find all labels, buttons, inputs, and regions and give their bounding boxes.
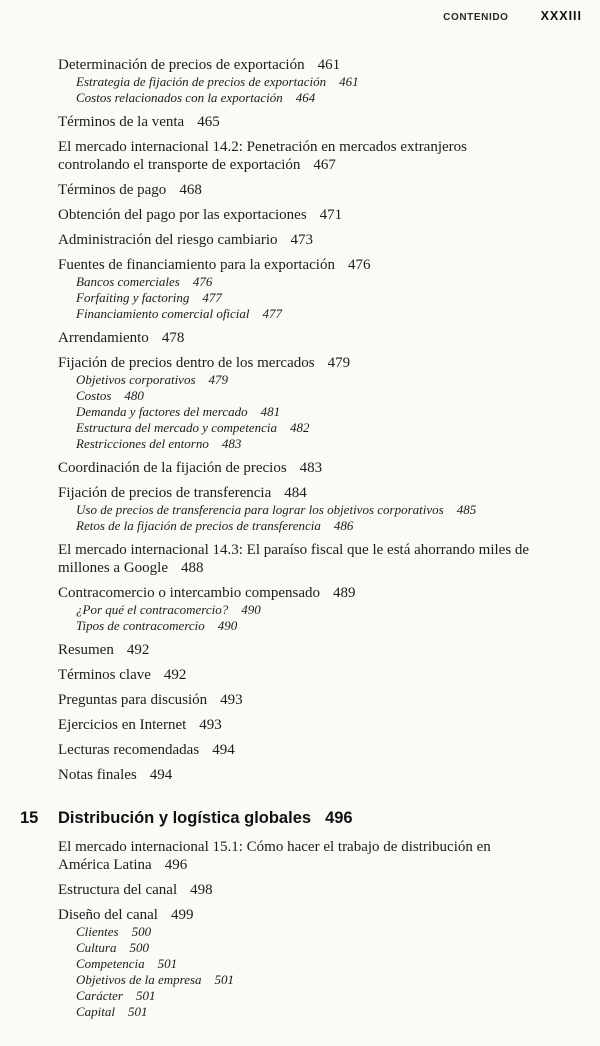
toc-subentry — [76, 420, 542, 436]
entry-title: Términos clave — [58, 667, 151, 683]
toc-subentry — [76, 972, 542, 988]
toc-entry — [58, 329, 542, 347]
table-of-contents — [0, 23, 600, 1020]
toc-entry — [58, 541, 542, 577]
toc-subentry — [76, 290, 542, 306]
entry-page-number: 479 — [208, 372, 229, 387]
toc-subentry — [76, 518, 542, 534]
entry-title: Términos de la venta — [58, 114, 185, 130]
entry-page-number: 488 — [180, 560, 204, 576]
entry-title: Objetivos corporativos — [76, 372, 196, 387]
entry-page-number: 476 — [192, 274, 213, 289]
entry-title: Forfaiting y factoring — [76, 290, 190, 305]
toc-entry — [58, 484, 542, 502]
entry-page-number: 485 — [456, 502, 477, 517]
toc-entry — [58, 138, 542, 174]
entry-title: Cultura — [76, 940, 117, 955]
entry-page-number: 494 — [212, 742, 235, 758]
entry-title: Determinación de precios de exportación — [58, 57, 305, 73]
toc-subentry — [76, 940, 542, 956]
toc-subentry — [76, 90, 542, 106]
entry-page-number: 490 — [217, 618, 238, 633]
entry-page-number: 478 — [161, 330, 185, 346]
toc-subentry — [76, 388, 542, 404]
toc-subentry — [76, 404, 542, 420]
entry-page-number: 490 — [241, 602, 261, 617]
chapter-number: 15 — [20, 809, 39, 827]
toc-subentry — [76, 956, 542, 972]
entry-title: Lecturas recomendadas — [58, 742, 200, 758]
entry-title: El mercado internacional 14.3: El paraíso fiscal que le está ahorrando miles de millones a Google — [58, 542, 530, 576]
entry-title: Contracomercio o intercambio compensado — [58, 585, 320, 601]
entry-title: Financiamiento comercial oficial — [76, 306, 250, 321]
entry-page-number: 501 — [214, 972, 235, 987]
entry-title: Arrendamiento — [58, 330, 149, 346]
entry-title: Objetivos de la empresa — [76, 972, 202, 987]
entry-title: El mercado internacional 14.2: Penetración en mercados extranjeros controlando el transporte de exportación — [58, 139, 467, 173]
entry-page-number: 464 — [295, 90, 316, 105]
entry-page-number: 492 — [126, 642, 150, 658]
entry-title: Uso de precios de transferencia para lograr los objetivos corporativos — [76, 502, 444, 517]
entry-title: Clientes — [76, 924, 119, 939]
toc-subentry — [76, 618, 542, 634]
entry-title: Administración del riesgo cambiario — [58, 232, 278, 248]
chapter-heading — [20, 808, 542, 829]
entry-page-number: 468 — [179, 182, 202, 198]
entry-title: Preguntas para discusión — [58, 692, 208, 708]
entry-page-number: 477 — [202, 290, 222, 305]
entry-title: Costos — [76, 388, 112, 403]
toc-subentry — [76, 274, 542, 290]
entry-title: Demanda y factores del mercado — [76, 404, 248, 419]
chapter-page-number: 496 — [325, 809, 353, 827]
entry-title: Carácter — [76, 988, 123, 1003]
toc-entry — [58, 231, 542, 249]
toc-entry — [58, 56, 542, 74]
entry-page-number: 480 — [124, 388, 144, 403]
toc-entry — [58, 113, 542, 131]
entry-page-number: 483 — [299, 460, 323, 476]
toc-entry — [58, 206, 542, 224]
entry-title: El mercado internacional 15.1: Cómo hacer el trabajo de distribución en América Latina — [58, 839, 491, 873]
entry-page-number: 479 — [327, 355, 351, 371]
entry-title: Bancos comerciales — [76, 274, 180, 289]
toc-entry — [58, 459, 542, 477]
toc-entry — [58, 584, 542, 602]
toc-subentry — [76, 372, 542, 388]
toc-subentry — [76, 306, 542, 322]
entry-page-number: 476 — [347, 257, 371, 273]
entry-title: ¿Por qué el contracomercio? — [76, 602, 229, 617]
entry-page-number: 461 — [317, 57, 341, 73]
entry-page-number: 477 — [262, 306, 283, 321]
entry-page-number: 496 — [164, 857, 188, 873]
toc-subentry — [76, 602, 542, 618]
toc-subentry — [76, 924, 542, 940]
entry-title: Resumen — [58, 642, 114, 658]
entry-title: Términos de pago — [58, 182, 167, 198]
entry-page-number: 486 — [333, 518, 354, 533]
entry-page-number: 473 — [290, 232, 314, 248]
toc-entry — [58, 766, 542, 784]
entry-page-number: 500 — [131, 924, 152, 939]
entry-title: Fuentes de financiamiento para la exportación — [58, 257, 335, 273]
entry-title: Coordinación de la fijación de precios — [58, 460, 287, 476]
entry-title: Costos relacionados con la exportación — [76, 90, 283, 105]
toc-section-chapter-15 — [58, 838, 542, 1020]
entry-page-number: 481 — [260, 404, 281, 419]
entry-page-number: 493 — [199, 717, 222, 733]
toc-entry — [58, 881, 542, 899]
entry-page-number: 501 — [157, 956, 178, 971]
entry-title: Notas finales — [58, 767, 137, 783]
entry-page-number: 471 — [319, 207, 343, 223]
page-header — [0, 0, 600, 23]
entry-page-number: 499 — [170, 907, 194, 923]
entry-title: Fijación de precios dentro de los mercados — [58, 355, 315, 371]
entry-page-number: 483 — [221, 436, 242, 451]
entry-title: Ejercicios en Internet — [58, 717, 187, 733]
toc-entry — [58, 181, 542, 199]
toc-entry — [58, 641, 542, 659]
toc-section-chapter-14 — [58, 56, 542, 784]
toc-subentry — [76, 74, 542, 90]
toc-subentry — [76, 1004, 542, 1020]
entry-page-number: 500 — [129, 940, 149, 955]
entry-title: Competencia — [76, 956, 145, 971]
entry-page-number: 493 — [220, 692, 243, 708]
toc-entry — [58, 691, 542, 709]
toc-subentry — [76, 436, 542, 452]
entry-title: Retos de la fijación de precios de transferencia — [76, 518, 321, 533]
toc-subentry — [76, 988, 542, 1004]
chapter-title: Distribución y logística globales — [58, 809, 312, 827]
entry-page-number: 482 — [289, 420, 310, 435]
toc-entry — [58, 716, 542, 734]
toc-entry — [58, 354, 542, 372]
toc-subentry — [76, 502, 542, 518]
toc-entry — [58, 741, 542, 759]
entry-title: Estructura del canal — [58, 882, 178, 898]
entry-page-number: 467 — [313, 157, 336, 173]
entry-page-number: 492 — [163, 667, 187, 683]
entry-title: Fijación de precios de transferencia — [58, 485, 272, 501]
entry-page-number: 494 — [149, 767, 173, 783]
entry-page-number: 501 — [128, 1004, 148, 1019]
entry-page-number: 465 — [197, 114, 220, 130]
entry-title: Diseño del canal — [58, 907, 158, 923]
page-number: XXXIII — [540, 9, 582, 23]
entry-page-number: 489 — [333, 585, 356, 601]
entry-title: Restricciones del entorno — [76, 436, 209, 451]
entry-title: Tipos de contracomercio — [76, 618, 205, 633]
entry-page-number: 484 — [284, 485, 307, 501]
running-head: CONTENIDO — [443, 12, 509, 23]
entry-page-number: 461 — [339, 74, 359, 89]
entry-title: Capital — [76, 1004, 116, 1019]
toc-entry — [58, 256, 542, 274]
toc-entry — [58, 666, 542, 684]
entry-title: Obtención del pago por las exportaciones — [58, 207, 307, 223]
entry-page-number: 501 — [135, 988, 156, 1003]
chapter-title-wrap — [58, 808, 353, 829]
entry-title: Estructura del mercado y competencia — [76, 420, 277, 435]
entry-page-number: 498 — [190, 882, 213, 898]
toc-entry — [58, 838, 542, 874]
toc-entry — [58, 906, 542, 924]
entry-title: Estrategia de fijación de precios de exportación — [76, 74, 327, 89]
